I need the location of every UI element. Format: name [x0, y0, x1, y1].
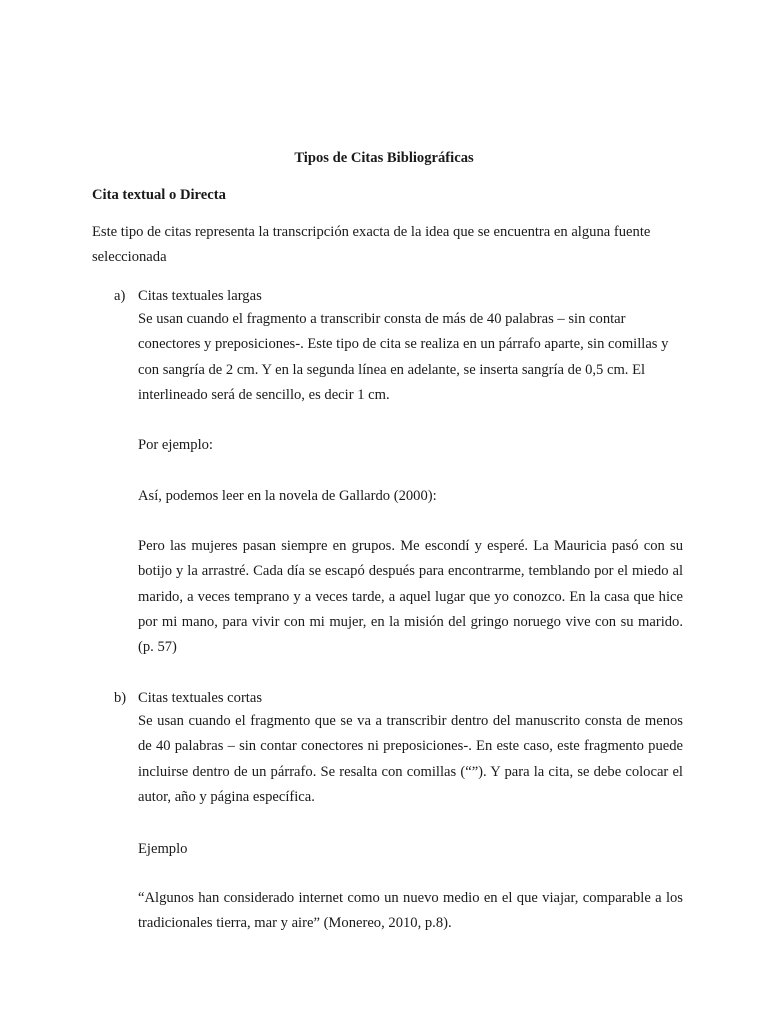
- page-title: Tipos de Citas Bibliográficas: [294, 150, 474, 166]
- list-marker-b: b): [114, 690, 127, 706]
- section-heading: Cita textual o Directa: [92, 187, 226, 203]
- item-a-heading: Citas textuales largas: [138, 288, 262, 304]
- item-b-body: Se usan cuando el fragmento que se va a transcribir dentro del manuscrito consta de menos de 40 palabras – sin contar conectores ni preposiciones-. En este caso, este fragmento puede incluirse dentro de un párrafo. Se resalta con comillas (“”). Y para la cita, se debe colocar el autor, año y página específica.: [138, 713, 683, 805]
- item-b-heading: Citas textuales cortas: [138, 690, 263, 706]
- item-b-example-label: Ejemplo: [138, 841, 188, 857]
- item-a-example-quote: Pero las mujeres pasan siempre en grupos. Me escondí y esperé. La Mauricia pasó con su botijo y la arrastré. Cada día se escapó después para encontrarme, temblando por el miedo al marido, a veces temprano y a veces tarde, a aquel lugar que yo conozco. En la casa que hice por mi mano, para vivir con mi mujer, en la misión del gringo noruego vive con su marido. (p. 57): [138, 538, 683, 656]
- intro-paragraph: Este tipo de citas representa la transcripción exacta de la idea que se encuentra en alguna fuente seleccionada: [92, 224, 651, 266]
- list-marker-a: a): [114, 288, 126, 304]
- item-a-body: Se usan cuando el fragmento a transcribir consta de más de 40 palabras – sin contar conectores y preposiciones-. Este tipo de cita se realiza en un párrafo aparte, sin comillas y con sangría de 2 cm. Y en la segunda línea en adelante, se inserta sangría de 0,5 cm. El interlineado será de sencillo, es decir 1 cm.: [138, 311, 669, 403]
- item-b-example-quote: “Algunos han considerado internet como un nuevo medio en el que viajar, comparable a los tradicionales tierra, mar y aire” (Monereo, 2010, p.8).: [138, 890, 683, 932]
- item-a-example-intro: Así, podemos leer en la novela de Gallardo (2000):: [138, 488, 437, 504]
- item-a-example-label: Por ejemplo:: [138, 437, 213, 453]
